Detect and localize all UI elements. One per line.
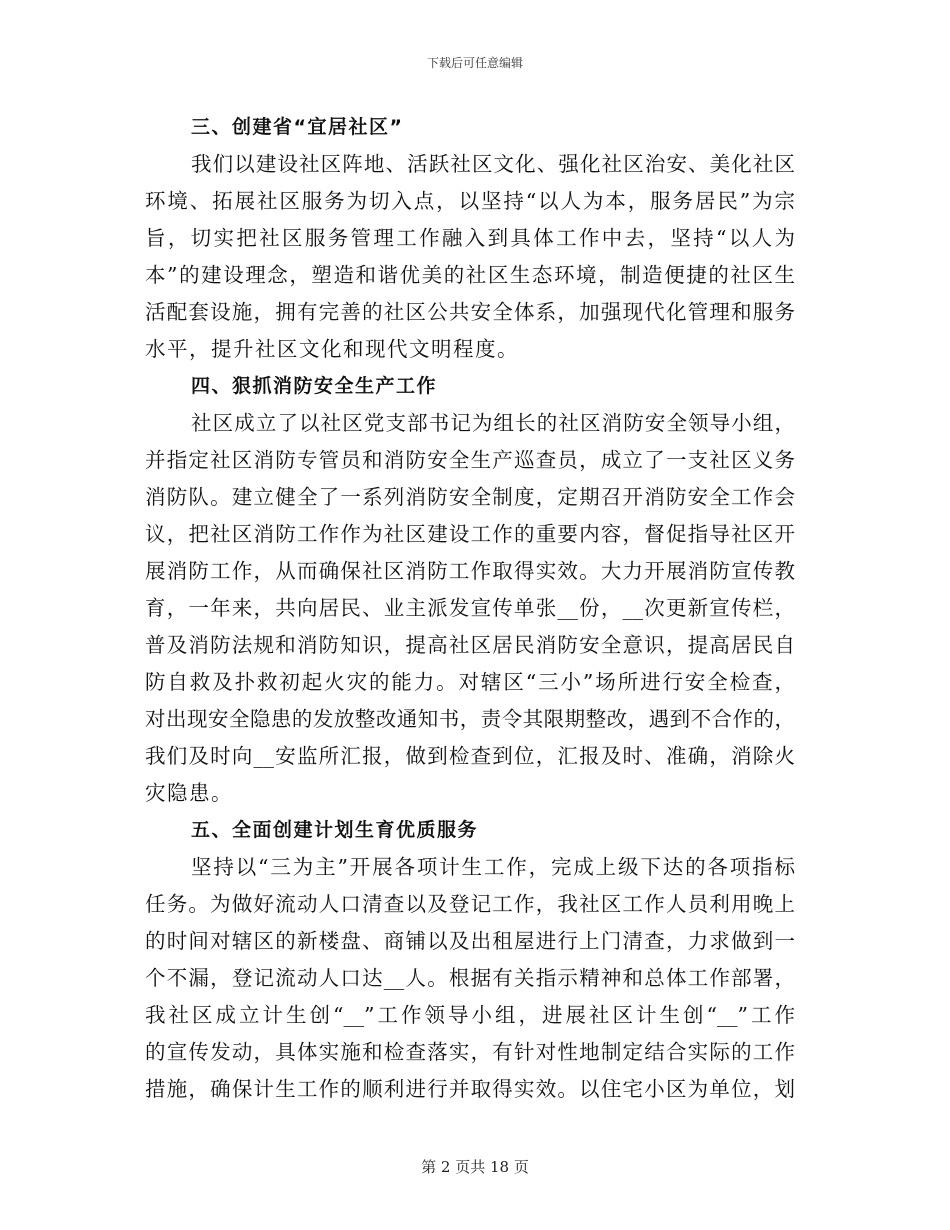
paragraph-line: 活配套设施，拥有完善的社区公共安全体系，加强现代化管理和服务 — [145, 300, 795, 324]
paragraph-line: 对出现安全隐患的发放整改通知书，责令其限期整改，遇到不合作的， — [145, 707, 795, 731]
paragraph-line: 的宣传发动，具体实施和检查落实，有针对性地制定结合实际的工作 — [145, 1040, 795, 1064]
paragraph-line: 议，把社区消防工作作为社区建设工作的重要内容，督促指导社区开 — [145, 522, 795, 546]
paragraph-line: 防自救及扑救初起火灾的能力。对辖区“三小”场所进行安全检查， — [145, 670, 795, 694]
paragraph-line: 措施，确保计生工作的顺利进行并取得实效。以住宅小区为单位，划 — [145, 1077, 795, 1101]
paragraph-line: 任务。为做好流动人口清查以及登记工作，我社区工作人员利用晚上 — [145, 892, 795, 916]
paragraph-line: 我们及时向__安监所汇报，做到检查到位，汇报及时、准确，消除火 — [145, 744, 795, 768]
paragraph-line: 本”的建设理念，塑造和谐优美的社区生态环境，制造便捷的社区生 — [145, 263, 795, 287]
document-body — [145, 109, 795, 1108]
section-heading: 五、全面创建计划生育优质服务 — [191, 819, 479, 841]
paragraph-line: 的时间对辖区的新楼盘、商铺以及出租屋进行上门清查，力求做到一 — [145, 929, 795, 953]
page-number: 第 2 页共 18 页 — [421, 1158, 529, 1176]
section-heading: 三、创建省“宜居社区” — [191, 116, 404, 138]
paragraph-line: 个不漏，登记流动人口达__人。根据有关指示精神和总体工作部署， — [145, 966, 795, 990]
paragraph-line: 坚持以“三为主”开展各项计生工作，完成上级下达的各项指标 — [191, 855, 795, 879]
section-heading: 四、狠抓消防安全生产工作 — [191, 375, 438, 397]
paragraph-line: 社区成立了以社区党支部书记为组长的社区消防安全领导小组， — [191, 411, 795, 435]
paragraph-line: 旨，切实把社区服务管理工作融入到具体工作中去，坚持“以人为 — [145, 226, 795, 250]
paragraph-line: 育，一年来，共向居民、业主派发宣传单张__份，__次更新宣传栏， — [145, 596, 795, 620]
paragraph-line: 普及消防法规和消防知识，提高社区居民消防安全意识，提高居民自 — [145, 633, 795, 657]
page-header: 下载后可任意编辑 — [426, 56, 523, 70]
paragraph-line: 水平，提升社区文化和现代文明程度。 — [145, 337, 519, 361]
paragraph-line: 灾隐患。 — [145, 781, 233, 805]
paragraph-line: 消防队。建立健全了一系列消防安全制度，定期召开消防安全工作会 — [145, 485, 795, 509]
paragraph-line: 我们以建设社区阵地、活跃社区文化、强化社区治安、美化社区 — [191, 152, 795, 176]
paragraph-line: 展消防工作，从而确保社区消防工作取得实效。大力开展消防宣传教 — [145, 559, 795, 583]
paragraph-line: 环境、拓展社区服务为切入点，以坚持“以人为本，服务居民”为宗 — [145, 189, 795, 213]
paragraph-line: 我社区成立计生创“__”工作领导小组，进展社区计生创“__”工作 — [145, 1003, 795, 1027]
paragraph-line: 并指定社区消防专管员和消防安全生产巡查员，成立了一支社区义务 — [145, 448, 795, 472]
